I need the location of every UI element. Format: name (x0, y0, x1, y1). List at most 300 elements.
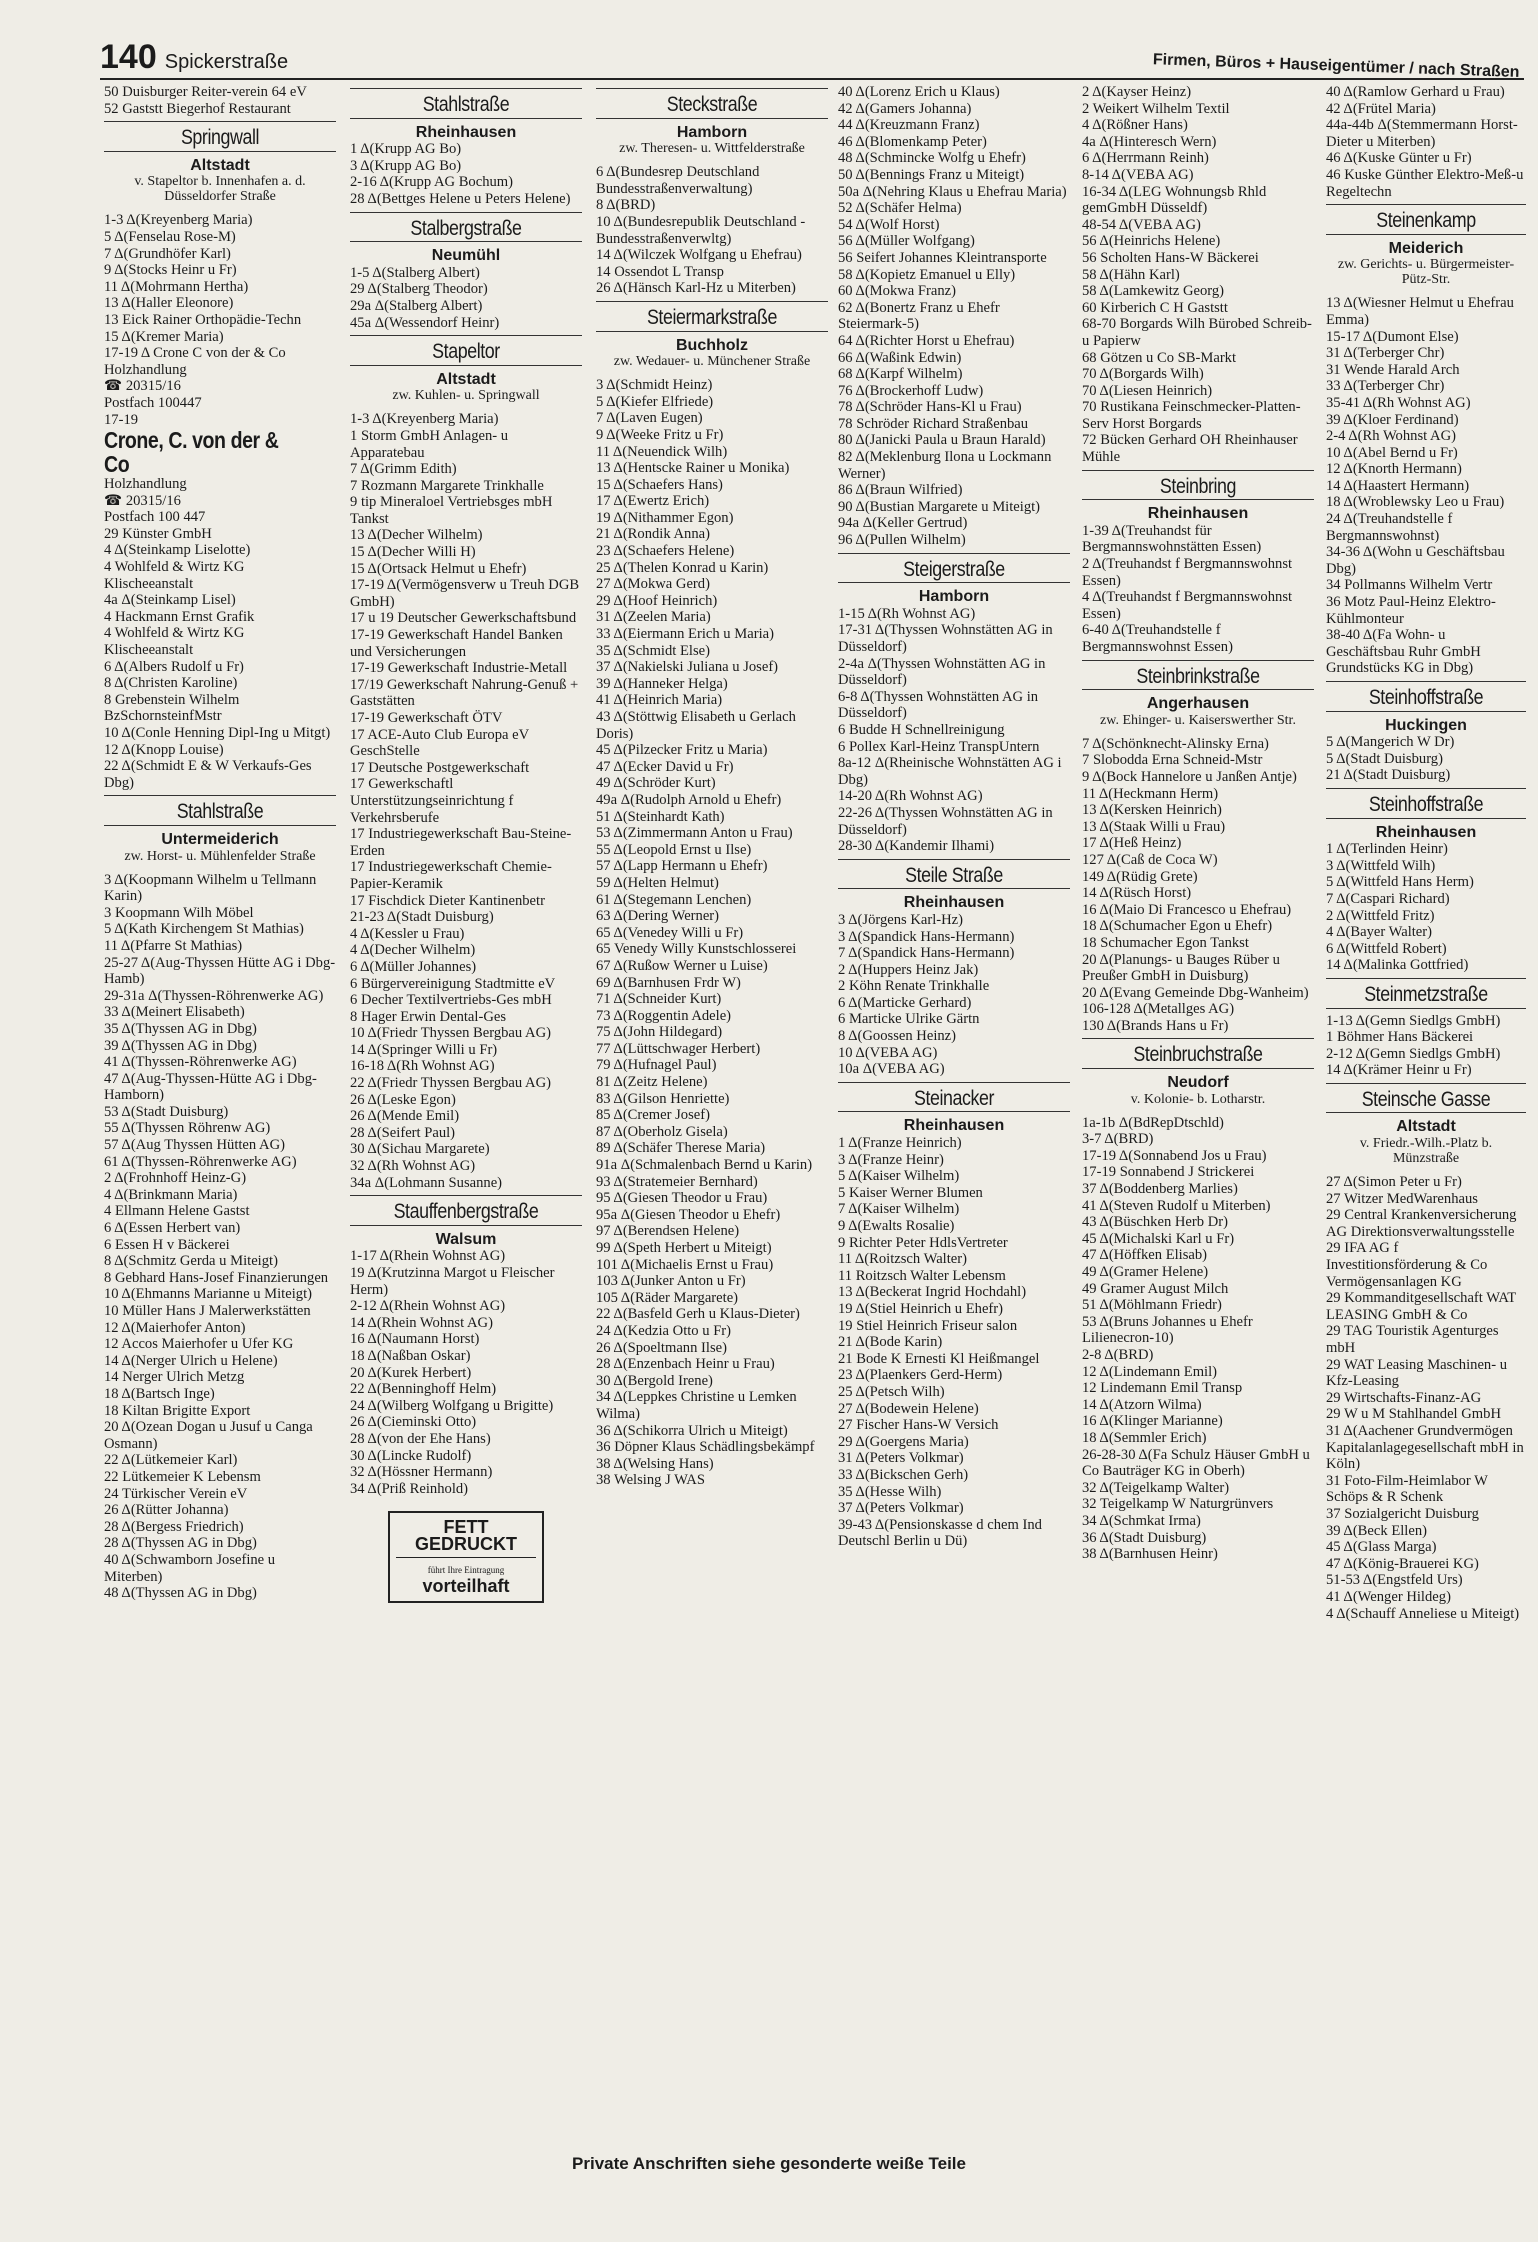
directory-entry: 33 Δ(Eiermann Erich u Maria) (596, 626, 774, 643)
directory-entry: 60 Kirberich C H Gaststt (1082, 299, 1228, 316)
page-header-right: Firmen, Büros + Hauseigentümer / nach Straßen (1152, 51, 1520, 81)
directory-entry: 46 Δ(Kuske Günter u Fr) (1326, 150, 1472, 167)
directory-entry: 13 Δ(Hentscke Rainer u Monika) (596, 460, 790, 477)
directory-entry: 48 Δ(Schmincke Wolfg u Ehefr) (838, 150, 1026, 167)
directory-entry: 49a Δ(Rudolph Arnold u Ehefr) (596, 791, 782, 808)
directory-entry: 8 Δ(BRD) (596, 197, 656, 214)
directory-entry: 9 Δ(Weeke Fritz u Fr) (596, 426, 724, 443)
directory-entry: 2 Δ(Wittfeld Fritz) (1326, 907, 1435, 924)
section-rule (838, 1111, 1070, 1112)
directory-entry: 14 Δ(Malinka Gottfried) (1326, 957, 1469, 974)
directory-entry: 70 Rustikana Feinschmecker-Platten-Serv Horst Borgards (1082, 399, 1301, 432)
street-heading: Stauffenbergstraße (393, 1200, 539, 1224)
directory-entry: 4 Wohlfeld & Wirtz KG Klischeeanstalt (104, 625, 245, 659)
district-name: Angerhausen (1146, 695, 1250, 713)
directory-entry: 3 Δ(Wittfeld Wilh) (1326, 857, 1436, 874)
directory-entry: 14 Ossendot L Transp (596, 263, 724, 280)
directory-entry: 35 Δ(Thyssen AG in Dbg) (104, 1020, 257, 1037)
directory-entry: 35 Δ(Schmidt Else) (596, 642, 710, 659)
directory-entry: 3 Δ(Spandick Hans-Hermann) (838, 928, 1015, 945)
directory-entry: 14-20 Δ(Rh Wohnst AG) (838, 788, 983, 805)
directory-entry: 49 Δ(Schröder Kurt) (596, 775, 716, 792)
directory-entry: 13 Δ(Decher Wilhelm) (350, 527, 483, 544)
directory-entry: 16-18 Δ(Rh Wohnst AG) (350, 1058, 495, 1075)
directory-entry: 33 Δ(Bickschen Gerh) (838, 1466, 969, 1483)
directory-entry: 4a Δ(Steinkamp Lisel) (104, 592, 236, 609)
directory-entry: 17 Gewerkschaftl Unterstützungseinrichtung f Verkehrsberufe (350, 776, 514, 826)
directory-entry: 27 Δ(Simon Peter u Fr) (1326, 1174, 1462, 1191)
directory-entry: ☎ 20315/16 (104, 378, 181, 395)
directory-entry: 21 Δ(Stadt Duisburg) (1326, 767, 1451, 784)
directory-entry: 5 Δ(Kath Kirchengem St Mathias) (104, 921, 304, 938)
district-name: Hamborn (676, 123, 748, 141)
directory-entry: 10 Müller Hans J Malerwerkstätten (104, 1303, 311, 1319)
directory-entry: 22 Δ(Basfeld Gerh u Klaus-Dieter) (596, 1306, 800, 1323)
directory-entry: 14 Δ(Haastert Hermann) (1326, 477, 1470, 494)
directory-entry: 51-53 Δ(Engstfeld Urs) (1326, 1572, 1463, 1589)
directory-entry: 8 Δ(Christen Karoline) (104, 675, 238, 692)
directory-entry: 6 Decher Textilvertriebs-Ges mbH (350, 992, 552, 1009)
directory-entry: 34 Δ(Schmkat Irma) (1082, 1512, 1201, 1529)
directory-entry: 89 Δ(Schäfer Therese Maria) (596, 1140, 766, 1157)
directory-entry: 28 Δ(von der Ehe Hans) (350, 1430, 491, 1447)
district-name: Huckingen (1385, 716, 1467, 734)
directory-entry: 78 Δ(Schröder Hans-Kl u Frau) (838, 399, 1022, 416)
directory-entry: 26 Δ(Rütter Johanna) (104, 1502, 229, 1519)
directory-entry: 16 Δ(Maio Di Francesco u Ehefrau) (1082, 901, 1292, 918)
directory-entry: 38-40 Δ(Fa Wohn- u Geschäftsbau Ruhr GmbH Grundstücks KG in Dbg) (1326, 627, 1481, 677)
directory-entry: 5 Kaiser Werner Blumen (838, 1184, 983, 1201)
district-name: Untermeiderich (161, 830, 279, 848)
directory-entry: 32 Δ(Hössner Hermann) (350, 1464, 493, 1481)
directory-entry: 23 Δ(Schaefers Helene) (596, 543, 735, 560)
section-rule (838, 553, 1070, 554)
directory-entry: 17 Δ(Ewertz Erich) (596, 493, 710, 510)
directory-entry: 1-5 Δ(Stalberg Albert) (350, 264, 480, 281)
street-heading: Steiermarkstraße (646, 305, 778, 329)
directory-entry: 24 Δ(Wilberg Wolfgang u Brigitte) (350, 1397, 554, 1414)
directory-entry: 5 Δ(Kaiser Wilhelm) (838, 1168, 960, 1185)
directory-entry: 27 Fischer Hans-W Versich (838, 1417, 999, 1434)
directory-entry: 2 Köhn Renate Trinkhalle (838, 978, 990, 995)
directory-entry: 18 Δ(Schumacher Egon u Ehefr) (1082, 918, 1273, 935)
directory-entry: 40 Δ(Lorenz Erich u Klaus) (838, 84, 1000, 100)
directory-entry: 105 Δ(Räder Margarete) (596, 1289, 739, 1306)
directory-entry: 45 Δ(Michalski Karl u Fr) (1082, 1230, 1235, 1247)
directory-entry: 14 Δ(Springer Willi u Fr) (350, 1041, 498, 1058)
directory-entry: 7 Rozmann Margarete Trinkhalle (350, 477, 544, 494)
header-street: Spickerstraße (164, 51, 289, 73)
directory-entry: 61 Δ(Thyssen-Röhrenwerke AG) (104, 1153, 297, 1170)
directory-entry: 52 Gaststt Biegerhof Restaurant (104, 100, 291, 117)
directory-entry: 5 Δ(Fenselau Rose-M) (104, 228, 236, 245)
directory-entry: 29-31a Δ(Thyssen-Röhrenwerke AG) (104, 987, 324, 1004)
directory-entry: 68-70 Borgards Wilh Bürobed Schreib- u Papierw (1082, 316, 1312, 349)
directory-entry: 9 Δ(Stocks Heinr u Fr) (104, 262, 237, 279)
district-name: Hamborn (918, 588, 990, 606)
directory-entry: 4 Δ(Kessler u Frau) (350, 925, 465, 942)
street-heading: Stalbergstraße (410, 216, 522, 240)
directory-entry: 13 Δ(Kersken Heinrich) (1082, 802, 1222, 819)
directory-entry: 7 Slobodda Erna Schneid-Mstr (1082, 752, 1263, 769)
street-heading: Steinbring (1159, 474, 1237, 498)
street-heading: Steinhoffstraße (1368, 686, 1484, 709)
directory-entry: 56 Δ(Müller Wolfgang) (838, 233, 975, 250)
directory-entry: 6 Δ(Herrmann Reinh) (1082, 150, 1209, 167)
directory-entry: 101 Δ(Michaelis Ernst u Frau) (596, 1256, 774, 1273)
directory-entry: 17 Fischdick Dieter Kantinenbetr (350, 892, 545, 909)
section-rule (838, 582, 1070, 583)
directory-entry: 11 Δ(Mohrmann Hertha) (104, 278, 249, 295)
directory-entry: 22 Δ(Friedr Thyssen Bergbau AG) (350, 1075, 551, 1092)
section-rule (1326, 681, 1526, 682)
directory-entry: 9 Δ(Bock Hannelore u Janßen Antje) (1082, 768, 1297, 785)
directory-entry: 1 Δ(Terlinden Heinr) (1326, 841, 1448, 858)
directory-entry: 15 Δ(Schaefers Hans) (596, 476, 723, 493)
directory-entry: 37 Δ(Nakielski Juliana u Josef) (596, 659, 779, 676)
directory-entry: 6 Δ(Müller Johannes) (350, 958, 477, 975)
directory-entry: 20 Δ(Evang Gemeinde Dbg-Wanheim) (1082, 984, 1309, 1001)
directory-entry: 20 Δ(Planungs- u Bauges Rüber u Preußer GmbH in Duisburg) (1082, 951, 1280, 985)
column-2 (350, 84, 582, 2184)
directory-entry: 9 Richter Peter HdlsVertreter (838, 1234, 1008, 1251)
directory-entry: 22 Δ(Schmidt E & W Verkaufs-Ges Dbg) (104, 758, 312, 791)
street-heading: Steckstraße (666, 93, 758, 116)
directory-entry: 4 Δ(Decher Wilhelm) (350, 942, 476, 959)
directory-entry: 10 Δ(Abel Bernd u Fr) (1326, 444, 1458, 461)
directory-entry: 130 Δ(Brands Hans u Fr) (1082, 1017, 1229, 1034)
column-5 (1082, 84, 1314, 2184)
directory-entry: 15 Δ(Ortsack Helmut u Ehefr) (350, 560, 527, 577)
directory-entry: 35 Δ(Hesse Wilh) (838, 1483, 942, 1500)
directory-entry: 6-8 Δ(Thyssen Wohnstätten AG in Düsseldorf) (838, 688, 1039, 722)
directory-entry: 2-4 Δ(Rh Wohnst AG) (1326, 428, 1456, 445)
directory-entry: 90 Δ(Bustian Margarete u Miteigt) (838, 498, 1041, 515)
directory-entry: 1-15 Δ(Rh Wohnst AG) (838, 605, 976, 622)
directory-entry: 12 Δ(Knopp Louise) (104, 741, 224, 758)
directory-entry: 37 Δ(Peters Volkmar) (838, 1500, 964, 1517)
directory-entry: 2 Δ(Kayser Heinz) (1082, 84, 1192, 100)
directory-entry: ☎ 20315/16 (104, 492, 181, 509)
directory-entry: 9 tip Mineraloel Vertriebsges mbH Tankst (350, 494, 553, 527)
directory-entry: 17-19 (104, 411, 139, 428)
directory-entry: 63 Δ(Dering Werner) (596, 908, 720, 925)
directory-entry: 64 Δ(Richter Horst u Ehefrau) (838, 332, 1015, 349)
directory-entry: 34 Δ(Priß Reinhold) (350, 1480, 469, 1497)
district-name: Neumühl (431, 247, 501, 265)
directory-entry: 8-14 Δ(VEBA AG) (1082, 166, 1194, 183)
district-name: Altstadt (190, 156, 250, 174)
street-range-note: v. Stapeltor b. Innenhafen a. d. Düsseldorfer Straße (134, 174, 306, 205)
directory-entry: 28 Δ(Bettges Helene u Peters Helene) (350, 190, 571, 207)
directory-entry: 29 Kommanditgesellschaft WAT LEASING GmbH & Co (1326, 1290, 1516, 1323)
directory-entry: 93 Δ(Stratemeier Bernhard) (596, 1173, 758, 1190)
directory-entry: 4 Δ(Treuhandst f Bergmannswohnst Essen) (1082, 589, 1293, 622)
directory-entry: 14 Nerger Ulrich Metzg (104, 1369, 245, 1386)
directory-entry: 29 IFA AG f Investitionsförderung & Co Vermögensanlagen KG (1326, 1240, 1488, 1290)
directory-entry: 68 Δ(Karpf Wilhelm) (838, 366, 963, 383)
directory-entry: 31 Δ(Zeelen Maria) (596, 609, 711, 626)
directory-entry: 31 Wende Harald Arch (1326, 361, 1460, 378)
directory-entry: 10a Δ(VEBA AG) (838, 1061, 945, 1078)
directory-entry: 3 Δ(Krupp AG Bo) (350, 157, 462, 174)
section-rule (1326, 818, 1526, 819)
directory-entry: 66 Δ(Waßink Edwin) (838, 349, 962, 366)
directory-entry: 10 Δ(Ehmanns Marianne u Miteigt) (104, 1286, 312, 1303)
directory-entry: 2 Δ(Huppers Heinz Jak) (838, 961, 979, 978)
directory-entry: 34 Pollmanns Wilhelm Vertr (1326, 577, 1493, 594)
directory-entry: 45 Δ(Pilzecker Fritz u Maria) (596, 742, 768, 759)
directory-entry: 26-28-30 Δ(Fa Schulz Häuser GmbH u Co Bauträger KG in Oberh) (1082, 1446, 1310, 1480)
street-heading: Springwall (180, 126, 260, 150)
directory-entry: 36 Motz Paul-Heinz Elektro-Kühlmonteur (1326, 594, 1496, 627)
directory-entry: 19 Δ(Nithammer Egon) (596, 509, 734, 526)
section-rule (350, 1195, 582, 1196)
directory-entry: 73 Δ(Roggentin Adele) (596, 1007, 732, 1024)
directory-entry: 69 Δ(Barnhusen Frdr W) (596, 974, 741, 991)
directory-entry: 46 Kuske Günther Elektro-Meß-u Regeltechn (1326, 166, 1524, 200)
directory-entry: 46 Δ(Blomenkamp Peter) (838, 133, 987, 150)
directory-entry: 14 Δ(Atzorn Wilma) (1082, 1396, 1202, 1413)
district-name: Altstadt (436, 370, 496, 388)
directory-entry: 27 Δ(Bodewein Helene) (838, 1400, 979, 1417)
section-rule (350, 118, 582, 119)
section-rule (104, 795, 336, 796)
section-rule (838, 859, 1070, 860)
directory-entry: 3 Δ(Franze Heinr) (838, 1151, 944, 1168)
footer-note: Private Anschriften siehe gesonderte weiße Teile (572, 2154, 966, 2173)
section-rule (350, 88, 582, 89)
directory-entry: 11 Δ(Neuendick Wilh) (596, 443, 728, 460)
directory-entry: 29 Δ(Stalberg Theodor) (350, 281, 488, 298)
directory-entry: 14 Δ(Rhein Wohnst AG) (350, 1314, 493, 1331)
directory-entry: 44 Δ(Kreuzmann Franz) (838, 117, 980, 134)
directory-entry: 59 Δ(Helten Helmut) (596, 874, 719, 891)
directory-entry: 2-12 Δ(Gemn Siedlgs GmbH) (1326, 1045, 1501, 1062)
directory-entry: 94a Δ(Keller Gertrud) (838, 515, 968, 532)
directory-entry: 29 Central Krankenversicherung AG Direktionsverwaltungsstelle (1326, 1207, 1517, 1240)
directory-entry: 10 Δ(Conle Henning Dipl-Ing u Mitgt) (104, 725, 331, 741)
district-name: Altstadt (1396, 1118, 1456, 1136)
directory-entry: 3 Δ(Jörgens Karl-Hz) (838, 911, 964, 928)
section-rule (1082, 1068, 1314, 1069)
directory-entry: 41 Δ(Wenger Hildeg) (1326, 1588, 1451, 1605)
street-heading: Steinbrinkstraße (1136, 664, 1260, 688)
directory-entry: 106-128 Δ(Metallges AG) (1082, 1001, 1235, 1018)
directory-entry: 80 Δ(Janicki Paula u Braun Harald) (838, 432, 1046, 449)
section-rule (596, 301, 828, 302)
directory-entry: 6 Budde H Schnellreinigung (838, 721, 1005, 738)
directory-entry: 70 Δ(Borgards Wilh) (1082, 366, 1204, 383)
directory-entry: 13 Eick Rainer Orthopädie-Techn (104, 311, 302, 328)
directory-entry: 17-19 Sonnabend J Strickerei (1082, 1164, 1255, 1181)
directory-entry: 7 Δ(Grundhöfer Karl) (104, 245, 231, 262)
section-rule (104, 825, 336, 826)
directory-entry: 26 Δ(Mende Emil) (350, 1108, 460, 1125)
street-heading: Stapeltor (432, 340, 500, 364)
directory-entry: 4 Δ(Schauff Anneliese u Miteigt) (1326, 1605, 1520, 1622)
directory-entry: 4 Wohlfeld & Wirtz KG Klischeeanstalt (104, 559, 245, 592)
directory-entry: 3-7 Δ(BRD) (1082, 1131, 1154, 1148)
section-rule (1082, 689, 1314, 690)
directory-entry: 12 Lindemann Emil Transp (1082, 1380, 1243, 1397)
directory-entry: 76 Δ(Brockerhoff Ludw) (838, 382, 984, 399)
directory-entry: Holzhandlung (104, 476, 187, 493)
directory-entry: 17/19 Gewerkschaft Nahrung-Genuß + Gaststätten (350, 676, 579, 710)
directory-entry: 36 Döpner Klaus Schädlingsbekämpf (596, 1439, 815, 1456)
directory-entry: 25 Δ(Thelen Konrad u Karin) (596, 559, 769, 576)
bold-company-entry: Crone, C. von der & Co (104, 427, 279, 478)
page-number: 140 (100, 38, 157, 76)
directory-entry: 16 Δ(Klinger Marianne) (1082, 1413, 1223, 1430)
directory-entry: 18 Schumacher Egon Tankst (1082, 934, 1249, 951)
directory-entry: 54 Δ(Wolf Horst) (838, 216, 940, 233)
section-rule (1326, 1008, 1526, 1009)
directory-entry: 11 Δ(Heckmann Herm) (1082, 785, 1219, 802)
directory-entry: 6 Δ(Marticke Gerhard) (838, 994, 972, 1011)
directory-entry: 15-17 Δ(Dumont Else) (1326, 328, 1459, 345)
directory-entry: 18 Δ(Semmler Erich) (1082, 1429, 1207, 1446)
directory-entry: 47 Δ(König-Brauerei KG) (1326, 1555, 1479, 1572)
directory-entry: 72 Bücken Gerhard OH Rheinhauser Mühle (1082, 432, 1298, 466)
directory-entry: 29 Wirtschafts-Finanz-AG (1326, 1389, 1482, 1406)
directory-entry: 17 Industriegewerkschaft Chemie-Papier-Keramik (350, 859, 552, 892)
section-rule (838, 1082, 1070, 1083)
directory-entry: 70 Δ(Liesen Heinrich) (1082, 382, 1213, 399)
directory-entry: 29 Δ(Goergens Maria) (838, 1433, 969, 1450)
directory-entry: 17-19 Δ(Vermögensverw u Treuh DGB GmbH) (350, 577, 580, 610)
directory-entry: 33 Δ(Meinert Elisabeth) (104, 1004, 245, 1021)
directory-entry: 91a Δ(Schmalenbach Bernd u Karin) (596, 1157, 813, 1174)
directory-entry: 1-13 Δ(Gemn Siedlgs GmbH) (1326, 1012, 1501, 1029)
directory-entry: 55 Δ(Thyssen Röhrenw AG) (104, 1120, 271, 1137)
column-3 (596, 84, 828, 2184)
directory-entry: Postfach 100447 (104, 394, 202, 411)
district-name: Rheinhausen (1147, 505, 1249, 523)
directory-entry: 25-27 Δ(Aug-Thyssen Hütte AG i Dbg-Hamb) (104, 954, 336, 988)
district-name: Buchholz (676, 336, 748, 354)
directory-entry: 18 Δ(Naßban Oskar) (350, 1347, 471, 1364)
directory-entry: 9 Δ(Ewalts Rosalie) (838, 1218, 955, 1234)
directory-entry: 6 Δ(Wittfeld Robert) (1326, 940, 1447, 957)
directory-entry: 79 Δ(Hufnagel Paul) (596, 1057, 717, 1074)
directory-entry: 4 Δ(Rößner Hans) (1082, 117, 1188, 134)
district-name: Rheinhausen (415, 123, 517, 141)
district-name: Meiderich (1388, 239, 1464, 257)
directory-entry: 4 Hackmann Ernst Grafik (104, 608, 255, 625)
column-1 (104, 84, 336, 2184)
section-rule (1326, 978, 1526, 979)
directory-entry: 4 Δ(Steinkamp Liselotte) (104, 542, 251, 559)
district-name: Neudorf (1167, 1074, 1229, 1092)
directory-entry: 6 Δ(Bundesrep Deutschland Bundesstraßenverwaltung) (596, 164, 760, 197)
directory-entry: 2-16 Δ(Krupp AG Bochum) (350, 174, 514, 191)
street-heading: Stahlstraße (422, 93, 510, 116)
directory-entry: 36 Δ(Stadt Duisburg) (1082, 1529, 1207, 1546)
directory-entry: 25 Δ(Petsch Wilh) (838, 1383, 945, 1400)
directory-entry: 19 Δ(Stiel Heinrich u Ehefr) (838, 1300, 1004, 1317)
directory-entry: 14 Δ(Wilczek Wolfgang u Ehefrau) (596, 247, 802, 264)
directory-entry: 1 Storm GmbH Anlagen- u Apparatebau (350, 427, 509, 461)
directory-entry: 39 Δ(Hanneker Helga) (596, 675, 728, 692)
section-rule (596, 118, 828, 119)
directory-entry: 6-40 Δ(Treuhandstelle f Bergmannswohnst Essen) (1082, 622, 1233, 655)
street-heading: Steinsche Gasse (1361, 1087, 1491, 1111)
directory-entry: 18 Δ(Wroblewsky Leo u Frau) (1326, 494, 1505, 511)
directory-entry: 81 Δ(Zeitz Helene) (596, 1074, 708, 1091)
directory-entry: 5 Δ(Mangerich W Dr) (1326, 734, 1455, 751)
directory-entry: 57 Δ(Lapp Hermann u Ehefr) (596, 858, 768, 875)
directory-entry: 1-17 Δ(Rhein Wohnst AG) (350, 1248, 506, 1265)
district-name: Rheinhausen (903, 894, 1005, 912)
directory-entry: 16-34 Δ(LEG Wohnungsb Rhld gemGmbH Düsseldf) (1082, 183, 1267, 217)
directory-entry: 8a-12 Δ(Rheinische Wohnstätten AG i Dbg) (838, 755, 1062, 788)
directory-entry: 7 Δ(Grimm Edith) (350, 461, 457, 478)
directory-entry: 14 Δ(Rüsch Horst) (1082, 885, 1192, 902)
directory-entry: 24 Δ(Treuhandstelle f Bergmannswohnst) (1326, 511, 1453, 544)
section-rule (350, 241, 582, 242)
directory-entry: 41 Δ(Heinrich Maria) (596, 692, 723, 709)
section-rule (838, 888, 1070, 889)
directory-entry: 39 Δ(Kloer Ferdinand) (1326, 411, 1459, 428)
directory-entry: 32 Δ(Teigelkamp Walter) (1082, 1479, 1230, 1496)
directory-entry: 103 Δ(Junker Anton u Fr) (596, 1273, 746, 1290)
street-heading: Steinacker (913, 1086, 995, 1110)
directory-entry: 6 Δ(Albers Rudolf u Fr) (104, 658, 244, 675)
directory-entry: 21-23 Δ(Stadt Duisburg) (350, 909, 494, 926)
directory-entry: 3 Δ(Schmidt Heinz) (596, 377, 713, 394)
directory-entry: 20 Δ(Ozean Dogan u Jusuf u Canga Osmann) (104, 1419, 313, 1452)
directory-entry: 21 Δ(Bode Karin) (838, 1334, 943, 1351)
directory-entry: 29a Δ(Stalberg Albert) (350, 297, 483, 314)
directory-entry: 3 Koopmann Wilh Möbel (104, 904, 254, 921)
directory-entry: 65 Venedy Willy Kunstschlosserei (596, 941, 797, 958)
advert-tagline: vorteilhaft (422, 1576, 510, 1597)
directory-entry: 10 Δ(VEBA AG) (838, 1044, 938, 1061)
directory-entry: 15 Δ(Kremer Maria) (104, 328, 224, 345)
street-range-note: zw. Ehinger- u. Kaiserswerther Str. (1100, 712, 1296, 728)
directory-entry: 17-19 Δ(Sonnabend Jos u Frau) (1082, 1147, 1267, 1164)
directory-entry: 77 Δ(Lüttschwager Herbert) (596, 1040, 761, 1057)
directory-entry: 2-12 Δ(Rhein Wohnst AG) (350, 1298, 506, 1315)
directory-entry: 34a Δ(Lohmann Susanne) (350, 1174, 503, 1191)
directory-entry: 60 Δ(Mokwa Franz) (838, 283, 957, 300)
street-range-note: zw. Wedauer- u. Münchener Straße (613, 354, 811, 370)
directory-entry: 2-4a Δ(Thyssen Wohnstätten AG in Düsseldorf) (838, 655, 1046, 689)
directory-entry: 1-3 Δ(Kreyenberg Maria) (350, 411, 499, 428)
street-range-note: zw. Theresen- u. Wittfelderstraße (619, 141, 805, 157)
directory-entry: 11 Δ(Pfarre St Mathias) (104, 937, 243, 954)
directory-entry: 17-19 Δ Crone C von der & Co Holzhandlung (104, 345, 286, 378)
directory-entry: 8 Hager Erwin Dental-Ges (350, 1008, 507, 1025)
street-range-note: v. Friedr.-Wilh.-Platz b. Münzstraße (1359, 1136, 1493, 1167)
directory-entry: 7 Δ(Caspari Richard) (1326, 890, 1450, 907)
directory-entry: 55 Δ(Leopold Ernst u Ilse) (596, 841, 752, 858)
directory-entry: 22 Δ(Lütkemeier Karl) (104, 1452, 238, 1469)
directory-entry: 30 Δ(Lincke Rudolf) (350, 1447, 472, 1464)
directory-entry: 19 Stiel Heinrich Friseur salon (838, 1317, 1018, 1334)
directory-entry: 56 Δ(Heinrichs Helene) (1082, 233, 1221, 250)
directory-entry: 1-3 Δ(Kreyenberg Maria) (104, 212, 253, 229)
directory-entry: 56 Scholten Hans-W Bäckerei (1082, 249, 1259, 266)
directory-entry: 57 Δ(Aug Thyssen Hütten AG) (104, 1137, 285, 1154)
directory-entry: 2 Δ(Treuhandst f Bergmannswohnst Essen) (1082, 556, 1293, 589)
directory-entry: 10 Δ(Bundesrepublik Deutschland -Bundesstraßenverwltg) (596, 213, 806, 247)
street-heading: Steinmetzstraße (1364, 982, 1488, 1006)
directory-entry: 24 Türkischer Verein eV (104, 1485, 248, 1502)
directory-entry: 71 Δ(Schneider Kurt) (596, 991, 722, 1008)
directory-entry: 2 Weikert Wilhelm Textil (1082, 100, 1230, 117)
